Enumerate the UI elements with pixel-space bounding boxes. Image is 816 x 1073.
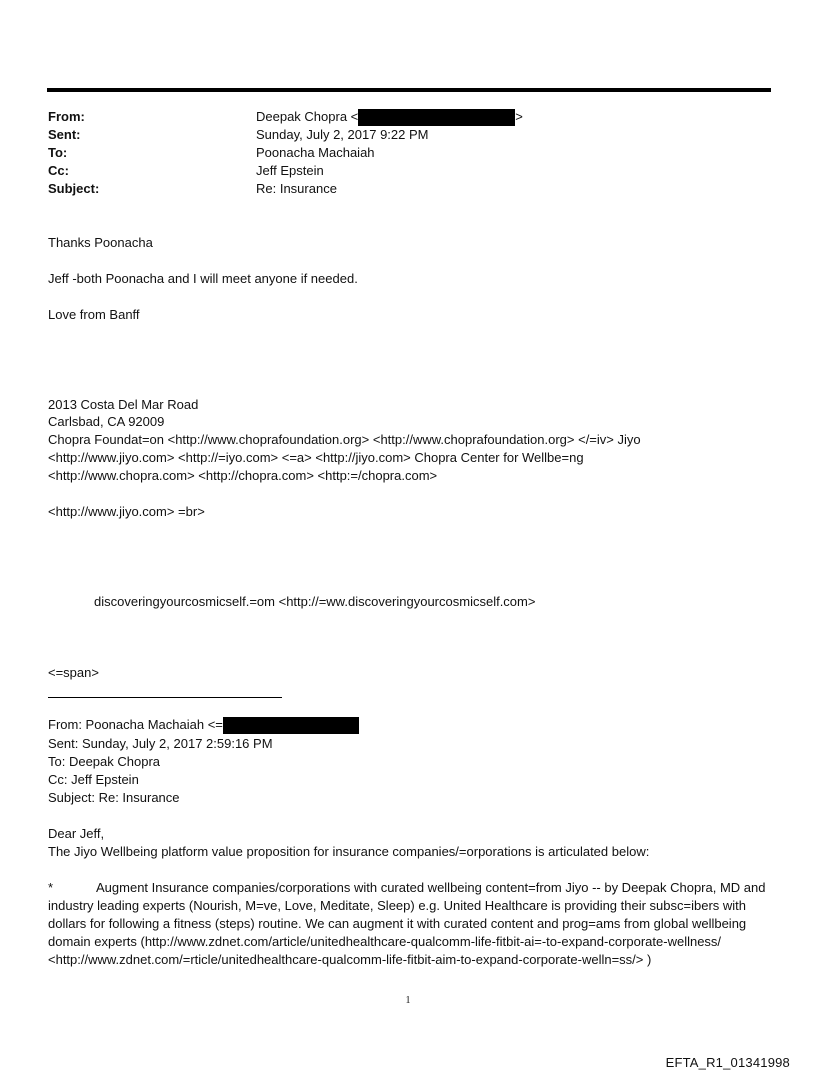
redaction-box <box>358 109 515 126</box>
page-number: 1 <box>405 995 411 1006</box>
quoted-subject-line: Subject: Re: Insurance <box>48 790 180 805</box>
body-line-meet: Jeff -both Poonacha and I will meet anyone if needed. <box>48 271 358 286</box>
cc-value: Jeff Epstein <box>256 163 324 178</box>
to-label: To: <box>48 145 68 160</box>
cc-label: Cc: <box>48 163 69 178</box>
signature-links-line3: <http://www.chopra.com> <http://chopra.com> <http:=/chopra.com> <box>48 468 438 483</box>
signature-cosmic-link: discoveringyourcosmicself.=om <http://=ww.discoveringyourcosmicself.com> <box>94 594 536 609</box>
from-close-bracket: > <box>515 109 523 124</box>
document-id: EFTA_R1_01341998 <box>665 1055 790 1070</box>
signature-links-line1: Chopra Foundat=on <http://www.choprafoundation.org> <http://www.choprafoundation.org> </=iv> Jiyo <box>48 432 641 447</box>
bullet-paragraph: Augment Insurance companies/corporations with curated wellbeing content=from Jiyo -- by Deepak Chopra, MD and industry leading experts (Nourish, M=ve, Love, Meditate, Sleep) e.g. United Healthcare is providing their subsc=ibers with dollars for following a fitness (steps) routine. We can augment it with curated content and prog=ams from global wellbeing domain experts (http://www.zdnet.com/article/unitedhealthcare-qualcomm-life-fitbit-ai=-to-expand-corporate-wellness/ <http://www.zdnet.com/=rticle/unitedhealthcare-qualcomm-life-fitbit-aim-to-expand-corporate-welln=ss/> ) <box>48 880 766 967</box>
subject-label: Subject: <box>48 181 100 196</box>
signature-address-line2: Carlsbad, CA 92009 <box>48 414 165 429</box>
quoted-separator-rule <box>48 697 282 698</box>
bullet-marker: * <box>48 880 54 895</box>
body-line-signoff: Love from Banff <box>48 307 140 322</box>
redaction-box <box>223 717 359 734</box>
span-artifact: <=span> <box>48 665 99 680</box>
quoted-cc-line: Cc: Jeff Epstein <box>48 772 139 787</box>
quoted-from-line <box>48 716 359 734</box>
to-value: Poonacha Machaiah <box>256 145 375 160</box>
sent-label: Sent: <box>48 127 81 142</box>
quoted-from-text: From: Poonacha Machaiah <= <box>48 717 223 732</box>
quoted-intro: The Jiyo Wellbeing platform value proposition for insurance companies/=orporations is articulated below: <box>48 844 650 859</box>
quoted-greeting: Dear Jeff, <box>48 826 105 841</box>
subject-value: Re: Insurance <box>256 181 337 196</box>
quoted-to-line: To: Deepak Chopra <box>48 754 161 769</box>
sent-value: Sunday, July 2, 2017 9:22 PM <box>256 127 429 142</box>
from-label: From: <box>48 109 85 124</box>
from-name: Deepak Chopra < <box>256 109 359 124</box>
from-value <box>256 108 523 126</box>
signature-links-line4: <http://www.jiyo.com> =br> <box>48 504 205 519</box>
signature-address-line1: 2013 Costa Del Mar Road <box>48 397 199 412</box>
body-line-thanks: Thanks Poonacha <box>48 235 153 250</box>
header-top-rule <box>47 88 771 92</box>
signature-links-line2: <http://www.jiyo.com> <http://=iyo.com> <=a> <http://jiyo.com> Chopra Center for Wellbe=ng <box>48 450 584 465</box>
quoted-sent-line: Sent: Sunday, July 2, 2017 2:59:16 PM <box>48 736 273 751</box>
